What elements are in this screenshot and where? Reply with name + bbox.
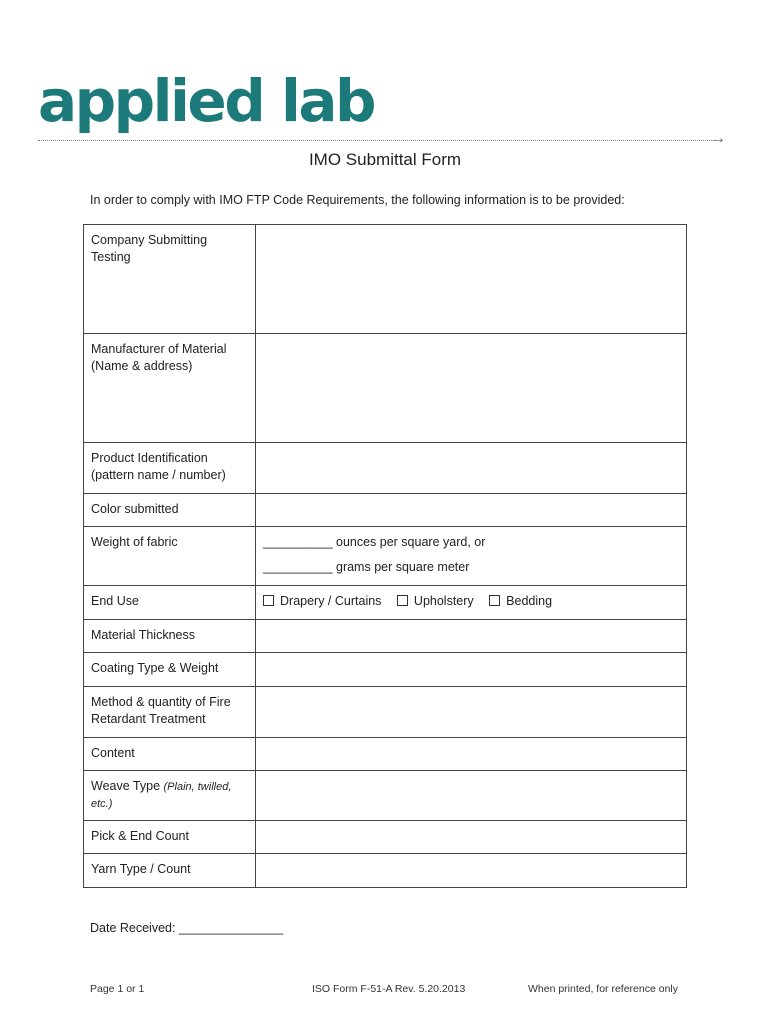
thickness-label: Material Thickness — [84, 620, 256, 653]
weave-label — [84, 771, 256, 821]
coating-field[interactable] — [256, 653, 687, 687]
header-rule — [38, 140, 716, 141]
date-received[interactable]: Date Received: _______________ — [90, 921, 284, 935]
drapery-checkbox[interactable] — [263, 595, 274, 606]
row-company — [84, 225, 687, 334]
page-title: IMO Submittal Form — [308, 150, 462, 169]
row-product — [84, 443, 687, 494]
thickness-field[interactable] — [256, 620, 687, 653]
end-use-field — [256, 586, 687, 620]
end-use-upholstery[interactable] — [397, 594, 474, 608]
company-label-line2: Testing — [91, 250, 131, 264]
manufacturer-label-line2: (Name & address) — [91, 359, 193, 373]
row-weight — [84, 527, 687, 586]
row-end-use — [84, 586, 687, 620]
row-weave — [84, 771, 687, 821]
upholstery-checkbox[interactable] — [397, 595, 408, 606]
weave-hint-1: (Plain, twilled, — [163, 781, 232, 793]
row-thickness — [84, 620, 687, 653]
end-use-label: End Use — [84, 586, 256, 620]
intro-text: In order to comply with IMO FTP Code Requirements, the following information is to be provided: — [90, 193, 625, 207]
color-field[interactable] — [256, 494, 687, 527]
yarn-label: Yarn Type / Count — [84, 854, 256, 888]
bedding-label: Bedding — [506, 594, 553, 608]
weight-field[interactable] — [256, 527, 687, 586]
row-yarn — [84, 854, 687, 888]
weave-label-text: Weave Type — [91, 779, 161, 793]
row-fire — [84, 687, 687, 738]
weave-label-line1 — [91, 778, 249, 796]
company-label — [84, 225, 256, 334]
footer-page: Page 1 or 1 — [90, 983, 145, 995]
coating-label: Coating Type & Weight — [84, 653, 256, 687]
submittal-form-table — [83, 224, 687, 888]
fire-field[interactable] — [256, 687, 687, 738]
row-manufacturer — [84, 334, 687, 443]
footer-form-id: ISO Form F-51-A Rev. 5.20.2013 — [312, 983, 466, 995]
weight-gsm-option[interactable]: __________ grams per square meter — [263, 560, 470, 574]
arrow-right-icon: → — [710, 130, 726, 147]
end-use-drapery[interactable] — [263, 594, 381, 608]
content-label: Content — [84, 738, 256, 771]
row-color — [84, 494, 687, 527]
company-field[interactable] — [256, 225, 687, 334]
manufacturer-label-line1: Manufacturer of Material — [91, 342, 227, 356]
product-label — [84, 443, 256, 494]
weight-label: Weight of fabric — [84, 527, 256, 586]
fire-label-line1: Method & quantity of Fire — [91, 695, 231, 709]
bedding-checkbox[interactable] — [489, 595, 500, 606]
weave-field[interactable] — [256, 771, 687, 821]
pick-field[interactable] — [256, 821, 687, 854]
footer-note: When printed, for reference only — [528, 983, 678, 995]
pick-label: Pick & End Count — [84, 821, 256, 854]
product-label-line2: (pattern name / number) — [91, 468, 226, 482]
content-field[interactable] — [256, 738, 687, 771]
color-label: Color submitted — [84, 494, 256, 527]
product-field[interactable] — [256, 443, 687, 494]
manufacturer-label — [84, 334, 256, 443]
upholstery-label: Upholstery — [413, 594, 474, 608]
product-label-line1: Product Identification — [91, 451, 208, 465]
drapery-label: Drapery / Curtains — [280, 594, 382, 608]
applied-lab-logo: applied lab — [38, 67, 375, 135]
yarn-field[interactable] — [256, 854, 687, 888]
manufacturer-field[interactable] — [256, 334, 687, 443]
end-use-bedding[interactable] — [489, 594, 552, 608]
fire-label-line2: Retardant Treatment — [91, 712, 206, 726]
weight-oz-option[interactable]: __________ ounces per square yard, or — [263, 535, 486, 549]
row-pick — [84, 821, 687, 854]
row-coating — [84, 653, 687, 687]
row-content — [84, 738, 687, 771]
company-label-line1: Company Submitting — [91, 233, 208, 247]
weave-hint-2: etc.) — [91, 798, 113, 810]
fire-label — [84, 687, 256, 738]
